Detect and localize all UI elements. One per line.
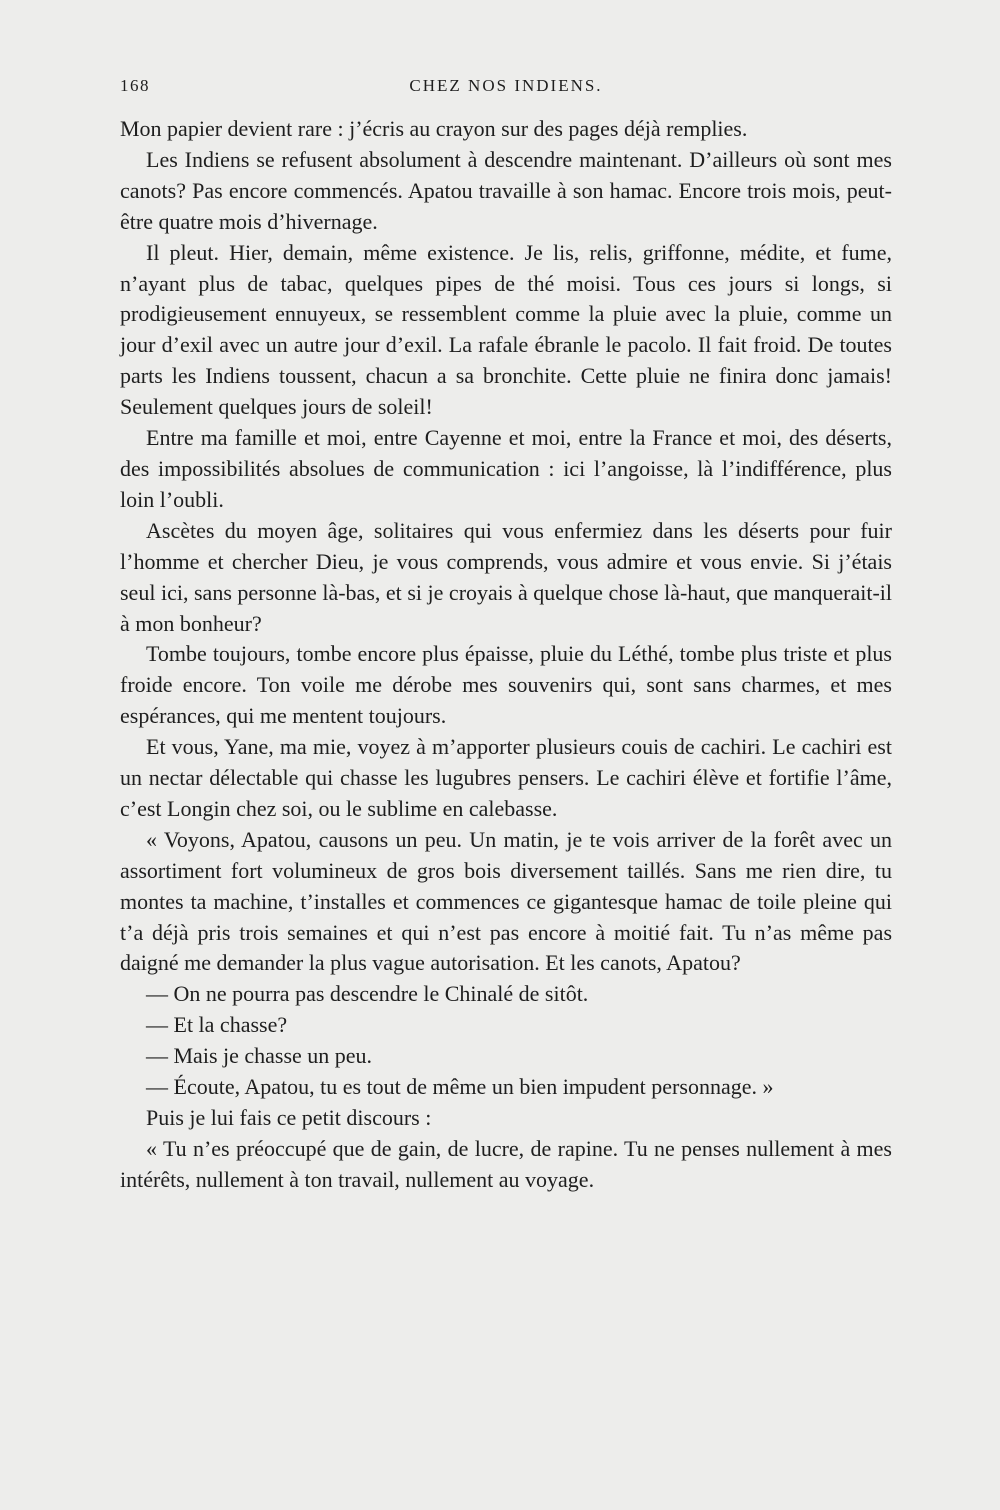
- paragraph: Puis je lui fais ce petit discours :: [146, 1105, 432, 1130]
- paragraph: « Voyons, Apatou, causons un peu. Un matin, je te vois arriver de la forêt avec un assortiment fort volumineux de gros bois diversement taillés. Sans me rien dire, tu montes ta machine, t’installes et commences ce gigantesque hamac de toile pleine qui t’a déjà pris trois semaines et qui n’est pas encore à moitié fait. Tu n’as même pas daigné me demander la plus vague autorisation. Et les canots, Apatou?: [120, 826, 892, 976]
- dialogue-line: — Mais je chasse un peu.: [146, 1043, 373, 1069]
- running-head: [120, 76, 892, 100]
- paragraph: Et vous, Yane, ma mie, voyez à m’apporter plusieurs couis de cachiri. Le cachiri est un nectar délectable qui chasse les lugubres pensers. Le cachiri élève et fortifie l’âme, c’est Longin chez soi, ou le sublime en calebasse.: [120, 734, 892, 821]
- paragraph: Les Indiens se refusent absolument à descendre maintenant. D’ailleurs où sont mes canots? Pas encore commencés. Apatou travaille à son hamac. Encore trois mois, peut-être quatre mois d’hivernage.: [120, 146, 892, 234]
- body-text: [120, 114, 892, 1196]
- paragraph: « Tu n’es préoccupé que de gain, de lucre, de rapine. Tu ne penses nullement à mes intérêts, nullement à ton travail, nullement au voyage.: [120, 1135, 892, 1192]
- paragraph: Tombe toujours, tombe encore plus épaisse, pluie du Léthé, tombe plus triste et plus froide encore. Ton voile me dérobe mes souvenirs qui, sont sans charmes, et mes espérances, qui me mentent toujours.: [120, 641, 892, 729]
- paragraph: Ascètes du moyen âge, solitaires qui vous enfermiez dans les déserts pour fuir l’homme et chercher Dieu, je vous comprends, vous admire et vous envie. Si j’étais seul ici, sans personne là-bas, et si je croyais à quelque chose là-haut, que manquerait-il à mon bonheur?: [120, 517, 892, 636]
- paragraph: Entre ma famille et moi, entre Cayenne et moi, entre la France et moi, des déserts, des impossibilités absolues de communication : ici l’angoisse, là l’indifférence, plus loin l’oubli.: [120, 425, 892, 512]
- paragraph: Il pleut. Hier, demain, même existence. Je lis, relis, griffonne, médite, et fume, n’ayant plus de tabac, quelques pipes de thé moisi. Tous ces jours si longs, si prodigieusement ennuyeux, se ressemblent comme la pluie avec la pluie, comme un jour d’exil avec un autre jour d’exil. La rafale ébranle le pacolo. Il fait froid. De toutes parts les Indiens toussent, chacun a sa bronchite. Cette pluie ne finira donc jamais! Seulement quelques jours de soleil!: [120, 239, 892, 420]
- page-number: 168: [120, 76, 150, 95]
- dialogue-line: — Et la chasse?: [146, 1012, 288, 1038]
- dialogue-line: — Écoute, Apatou, tu es tout de même un bien impudent personnage. »: [146, 1074, 774, 1100]
- paragraph: Mon papier devient rare : j’écris au crayon sur des pages déjà remplies.: [120, 116, 748, 141]
- running-title: CHEZ NOS INDIENS.: [409, 76, 603, 95]
- dialogue-line: — On ne pourra pas descendre le Chinalé de sitôt.: [146, 981, 589, 1007]
